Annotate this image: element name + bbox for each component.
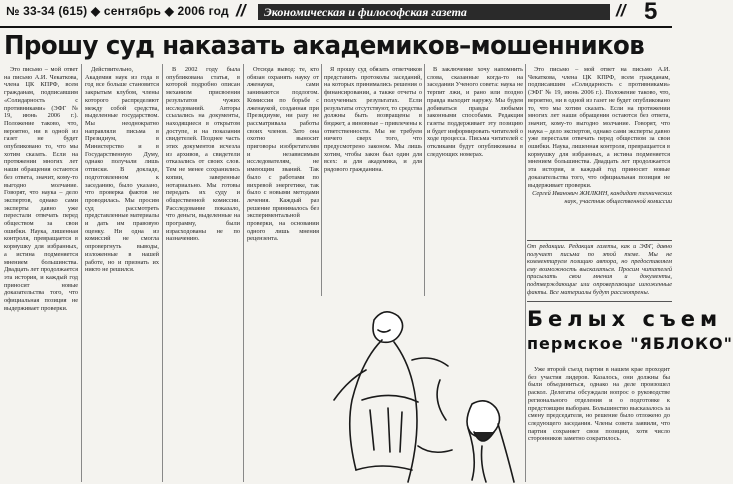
- masthead-ornament-left: //: [236, 1, 246, 20]
- column-text: Это письмо – мой ответ на письмо А.И. Чекаткова, члена ЦК КПРФ, всем гражданам, подписавшим «Солидарность с противниками» (ЭФГ № 19, июнь 2006 г.). Положение таково, что, вероятно, ни в одной из газет не будет опубликовано то, что мы хотим сказать. Если на протяжении многих лет наши обращения остаются без ответа, значит, кому-то выгодно молчание. Говорят, что наука – дело экспертов, однако сами эксперты давно уже перестали отвечать перед обществом за свои ошибки. Наука, лишенная контроля, превращается в кормушку для избранных, а истина подменяется мнением большинства. Двадцать лет продолжается эта история, и каждый год приносит новые доказательства того, что официальная позиция не выдерживает проверки.: [4, 66, 79, 312]
- issue-info: № 33-34 (615) ◆ сентябрь ◆ 2006 год: [6, 4, 229, 18]
- second-article-text: Уже второй съезд партии в нашем крае проходит без участия лидеров. Казалось, они должны бы были объединиться, однако на деле произошел раскол. Делегаты обсуждали вопрос о руководстве регионального отделения и о подготовке к предстоящим выборам. Большинство высказалось за смену председателя, но решение было отложено до следующего заседания. Члены совета заявили, что партия сохраняет свои позиции, хотя число сторонников заметно сократилось.: [528, 366, 670, 443]
- author-signature: Сергей Иванович ЖИЛКИН, кандидат технических наук, участник общественной комиссии: [532, 190, 672, 205]
- column-divider: [424, 64, 425, 296]
- page-number: 5: [644, 0, 658, 25]
- column-divider: [162, 64, 163, 482]
- article-column-7: [528, 66, 670, 189]
- masthead: [0, 0, 672, 28]
- column-divider: [321, 64, 322, 296]
- column-divider: [81, 64, 82, 482]
- column-divider: [243, 64, 244, 482]
- article-column-2: [85, 66, 159, 482]
- article-headline: Прошу суд наказать академиков–мошенников: [4, 31, 645, 61]
- article-column-1: [4, 66, 78, 482]
- cartoon-illustration: [322, 300, 522, 484]
- column-text: Я прошу суд обязать ответчиков представить протоколы заседаний, на которых принимались решения о финансировании, а также отчеты о полученных результатах. Если результаты отсутствуют, то средства должны быть возвращены в бюджет, а виновные – привлечены к ответственности. Мы не требуем ничего сверх того, что предусмотрено законом. Мы лишь хотим, чтобы закон был один для всех: и для академика, и для рядового гражданина.: [324, 66, 422, 174]
- column-text: Действительно, Академия наук из года в год все больше становится закрытым клубом, члены которого распределяют между собой средства, выделенные государством. Мы неоднократно направляли письма в Президиум, в Министерство и в Государственную Думу, однако получали лишь отписки. В докладе, подготовленном к заседанию, было указано, что проверка фактов не проводилась. Мы просим суд рассмотреть представленные материалы и дать им правовую оценку. Ни одна из комиссий не смогла опровергнуть выводы, изложенные в нашей работе, но и признать их никто не решился.: [85, 66, 159, 274]
- editor-note: От редакции. Редакция газеты, как и ЭФГ, давно получает письма по этой теме. Мы не комментируем позицию автора, но предоставляем ему возможность высказаться. Просим читателей присылать свои мнения и документы, подтверждающие или опровергающие изложенные факты. Все материалы будут рассмотрены.: [527, 240, 672, 302]
- second-headline-line-2: пермское "ЯБЛОКО": [527, 334, 733, 353]
- masthead-ornament-right: //: [616, 1, 626, 20]
- column-text: В 2002 году была опубликована статья, в которой подробно описан механизм присвоения результатов чужих исследований. Авторы ссылались на документы, находящиеся в открытом доступе, и на показания свидетелей. Позднее часть этих документов исчезла из архивов, а свидетели отказались от своих слов. Тем не менее сохранились копии, заверенные нотариально. Мы готовы передать их суду и общественной комиссии. Расследование показало, что деньги, выделенные на программу, были израсходованы не по назначению.: [166, 66, 240, 243]
- section-banner: Экономическая и философская газета: [258, 4, 610, 20]
- column-text: Это письмо – мой ответ на письмо А.И. Чекаткова, члена ЦК КПРФ, всем гражданам, подписавшим «Солидарность с противниками» (ЭФГ № 19, июнь 2006 г.). Положение таково, что, вероятно, ни в одной из газет не будет опубликовано то, что мы хотим сказать. Если на протяжении многих лет наши обращения остаются без ответа, значит, кому-то выгодно молчание. Говорят, что наука – дело экспертов, однако сами эксперты давно уже перестали отвечать перед обществом за свои ошибки. Наука, лишенная контроля, превращается в кормушку для избранных, а истина подменяется мнением большинства. Двадцать лет продолжается эта история, и каждый год приносит новые доказательства того, что официальная позиция не выдерживает проверки.: [528, 66, 670, 189]
- second-headline-line-1: Белых съем: [527, 307, 723, 331]
- column-divider: [525, 64, 526, 482]
- column-text: В заключение хочу напомнить слова, сказанные когда-то на заседании Ученого совета: наука не терпит лжи, и рано или поздно правда выходит наружу. Мы будем добиваться правды любыми законными способами. Редакция газеты поддерживает эту позицию и будет информировать читателей о ходе процесса. Письма читателей с откликами будут опубликованы в следующих номерах.: [427, 66, 523, 158]
- second-article-headline: [527, 306, 733, 364]
- article-column-5: [324, 66, 422, 296]
- article-column-4: [247, 66, 319, 482]
- second-article-body: [528, 366, 670, 482]
- article-column-3: [166, 66, 240, 482]
- article-column-6: [427, 66, 523, 296]
- column-text: Отсюда вывод: те, кто обязан охранять науку от лженауки, сами занимаются подлогом. Комиссия по борьбе с лженаукой, созданная при Президиуме, ни разу не рассматривала работы своих членов. Зато она охотно выносит приговоры изобретателям и независимым исследователям, не имеющим званий. Так было с работами по вихревой энергетике, так было с новыми методами лечения. Каждый раз решение принималось без экспериментальной проверки, на основании одного лишь мнения рецензента.: [247, 66, 319, 243]
